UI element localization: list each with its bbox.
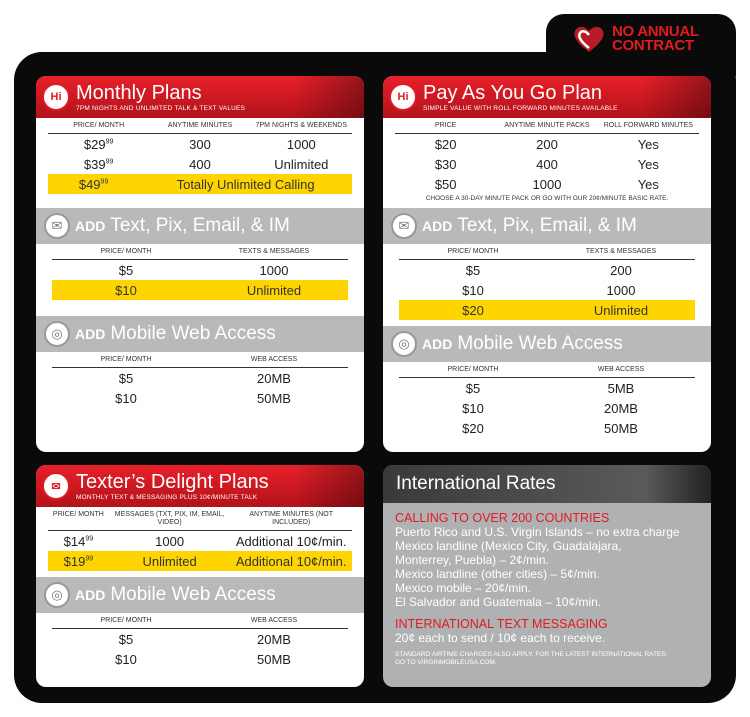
price: $5 — [465, 380, 481, 396]
price: $5 — [465, 262, 481, 278]
packs: 1000 — [532, 176, 562, 192]
table-row — [399, 280, 695, 300]
highlight-row — [399, 300, 695, 320]
add-label: ADD — [422, 218, 453, 234]
col-packs: ANYTIME MINUTE PACKS — [504, 122, 590, 129]
web-addon-bar — [383, 326, 711, 362]
value: 200 — [610, 262, 632, 278]
text-column-headers — [399, 244, 695, 260]
roll: Yes — [637, 176, 659, 192]
nights: 1000 — [286, 136, 316, 152]
col-price: PRICE/ MONTH — [447, 248, 499, 255]
price: $20 — [462, 420, 484, 436]
table-row — [395, 174, 699, 194]
price: $39 — [83, 156, 106, 172]
col-price: PRICE/ MONTH — [100, 248, 152, 255]
texter-header — [36, 465, 364, 507]
add-label: ADD — [75, 218, 106, 234]
table-row — [399, 418, 695, 438]
col-nights: 7PM NIGHTS & WEEKENDS — [255, 122, 348, 129]
table-row — [399, 398, 695, 418]
col-price: PRICE/ MONTH — [100, 617, 152, 624]
hi-icon: Hi — [42, 83, 70, 111]
value: Unlimited — [593, 302, 649, 318]
text-heading: INTERNATIONAL TEXT MESSAGING — [395, 617, 608, 631]
badge-line2: CONTRACT — [612, 37, 694, 54]
price: $10 — [115, 390, 137, 406]
table-row — [52, 388, 348, 408]
text-addon-bar — [36, 208, 364, 244]
monthly-plans-panel — [36, 76, 364, 452]
intl-title: International Rates — [383, 465, 711, 503]
col-texts: TEXTS & MESSAGES — [585, 248, 657, 255]
table-row — [48, 531, 352, 551]
col-messages: MESSAGES (TXT, PIX, IM, EMAIL, VIDEO) — [114, 511, 225, 526]
price: $50 — [434, 176, 457, 192]
monthly-title: Monthly Plans — [76, 81, 202, 104]
payg-header — [383, 76, 711, 118]
globe-icon: ◎ — [44, 582, 70, 608]
table-row — [52, 629, 348, 649]
web-column-headers — [52, 613, 348, 629]
col-web: WEB ACCESS — [597, 366, 645, 373]
message-icon: ✉ — [42, 472, 70, 500]
monthly-column-headers — [48, 118, 352, 134]
price: $10 — [115, 651, 137, 667]
texter-column-headers — [48, 507, 352, 531]
table-row — [52, 260, 348, 280]
value: 1000 — [606, 282, 636, 298]
fine-line2: GO TO VIRGINMOBILEUSA.COM. — [395, 659, 497, 666]
fine-line1: STANDARD AIRTIME CHARGES ALSO APPLY. FOR THE LATEST INTERNATIONAL RATES, — [395, 651, 668, 658]
addon-title: Mobile Web Access — [457, 333, 623, 354]
price: $5 — [118, 262, 134, 278]
price: $30 — [434, 156, 457, 172]
calling-line: Mexico landline (other cities) – 5¢/min. — [395, 567, 600, 581]
unlimited-text: Totally Unlimited Calling — [176, 176, 315, 192]
table-row — [48, 154, 352, 174]
payg-note: CHOOSE A 30-DAY MINUTE PACK OR GO WITH OUR 20¢/MINUTE BASIC RATE. — [425, 195, 669, 202]
minutes: Additional 10¢/min. — [235, 533, 347, 549]
envelope-icon: ✉ — [391, 213, 417, 239]
web-addon-bar — [36, 316, 364, 352]
table-row — [48, 134, 352, 154]
calling-heading: CALLING TO OVER 200 COUNTRIES — [395, 511, 610, 525]
col-price: PRICE/ MONTH — [52, 511, 104, 518]
value: 50MB — [604, 420, 638, 436]
price: $5 — [118, 370, 134, 386]
col-anytime: ANYTIME MINUTES — [167, 122, 233, 129]
price: $20 — [434, 136, 457, 152]
cents: 99 — [100, 178, 109, 186]
price: $10 — [462, 400, 484, 416]
payg-panel — [383, 76, 711, 452]
messages: Unlimited — [142, 553, 197, 569]
value: 50MB — [257, 651, 291, 667]
texter-panel — [36, 465, 364, 687]
value: Unlimited — [246, 282, 302, 298]
no-contract-badge — [572, 24, 699, 54]
cents: 99 — [105, 138, 114, 146]
price: $29 — [83, 136, 106, 152]
texter-subtitle: MONTHLY TEXT & MESSAGING PLUS 10¢/MINUTE TALK — [76, 493, 258, 501]
badge-line1: NO ANNUAL — [612, 23, 699, 40]
table-row — [52, 649, 348, 669]
texter-title: Texter’s Delight Plans — [76, 470, 269, 493]
table-row — [399, 378, 695, 398]
addon-title: Mobile Web Access — [110, 584, 276, 605]
col-price: PRICE/ MONTH — [100, 356, 152, 363]
calling-line: El Salvador and Guatemala – 10¢/min. — [395, 595, 602, 609]
addon-title: Text, Pix, Email, & IM — [110, 215, 290, 236]
col-price: PRICE/ MONTH — [73, 122, 125, 129]
envelope-icon: ✉ — [44, 213, 70, 239]
highlight-row — [48, 174, 352, 194]
highlight-row — [52, 280, 348, 300]
price: $20 — [462, 302, 484, 318]
web-addon-bar — [36, 577, 364, 613]
price: $5 — [118, 631, 134, 647]
col-price: PRICE/ MONTH — [447, 366, 499, 373]
cents: 99 — [105, 158, 114, 166]
table-row — [395, 154, 699, 174]
addon-title: Text, Pix, Email, & IM — [457, 215, 637, 236]
roll: Yes — [637, 156, 659, 172]
col-web: WEB ACCESS — [250, 617, 298, 624]
fine-print — [383, 651, 711, 667]
globe-icon: ◎ — [44, 321, 70, 347]
add-label: ADD — [422, 336, 453, 352]
text-line: 20¢ each to send / 10¢ each to receive. — [395, 631, 606, 645]
col-price: PRICE — [434, 122, 457, 129]
cents: 99 — [85, 535, 94, 543]
packs: 200 — [536, 136, 558, 152]
price: $10 — [115, 282, 137, 298]
price: $10 — [462, 282, 484, 298]
value: 5MB — [607, 380, 635, 396]
roll: Yes — [637, 136, 659, 152]
add-label: ADD — [75, 326, 106, 342]
col-roll: ROLL FORWARD MINUTES — [603, 122, 693, 129]
cents: 99 — [85, 555, 94, 563]
value: 50MB — [257, 390, 291, 406]
packs: 400 — [536, 156, 558, 172]
calling-line: Mexico landline (Mexico City, Guadalajara, — [395, 539, 622, 553]
price: $49 — [78, 176, 101, 192]
nights: Unlimited — [274, 156, 329, 172]
col-minutes: ANYTIME MINUTES (NOT INCLUDED) — [249, 511, 333, 526]
value: 20MB — [604, 400, 638, 416]
payg-column-headers — [395, 118, 699, 134]
col-web: WEB ACCESS — [250, 356, 298, 363]
col-texts: TEXTS & MESSAGES — [238, 248, 310, 255]
calling-line: Mexico mobile – 20¢/min. — [395, 581, 532, 595]
globe-icon: ◎ — [391, 331, 417, 357]
payg-title: Pay As You Go Plan — [423, 81, 603, 104]
calling-line: Puerto Rico and U.S. Virgin Islands – no extra charge — [395, 525, 680, 539]
calling-line: Monterrey, Puebla) – 2¢/min. — [395, 553, 549, 567]
table-row — [52, 368, 348, 388]
table-row — [395, 134, 699, 154]
table-row — [399, 260, 695, 280]
hi-icon: Hi — [389, 83, 417, 111]
messages: 1000 — [155, 533, 185, 549]
highlight-row — [48, 551, 352, 571]
value: 20MB — [257, 631, 291, 647]
addon-title: Mobile Web Access — [110, 323, 276, 344]
add-label: ADD — [75, 587, 106, 603]
minutes: 400 — [189, 156, 211, 172]
payg-subtitle: SIMPLE VALUE WITH ROLL FORWARD MINUTES AVAILABLE — [423, 104, 618, 112]
price: $19 — [63, 553, 86, 569]
value: 1000 — [259, 262, 289, 278]
price: $14 — [63, 533, 86, 549]
web-column-headers — [52, 352, 348, 368]
minutes: 300 — [189, 136, 211, 152]
international-panel — [383, 465, 711, 687]
web-column-headers — [399, 362, 695, 378]
text-column-headers — [52, 244, 348, 260]
value: 20MB — [257, 370, 291, 386]
heart-icon — [572, 24, 606, 54]
minutes: Additional 10¢/min. — [235, 553, 347, 569]
monthly-header — [36, 76, 364, 118]
text-addon-bar — [383, 208, 711, 244]
monthly-subtitle: 7PM NIGHTS AND UNLIMITED TALK & TEXT VALUES — [76, 104, 246, 112]
